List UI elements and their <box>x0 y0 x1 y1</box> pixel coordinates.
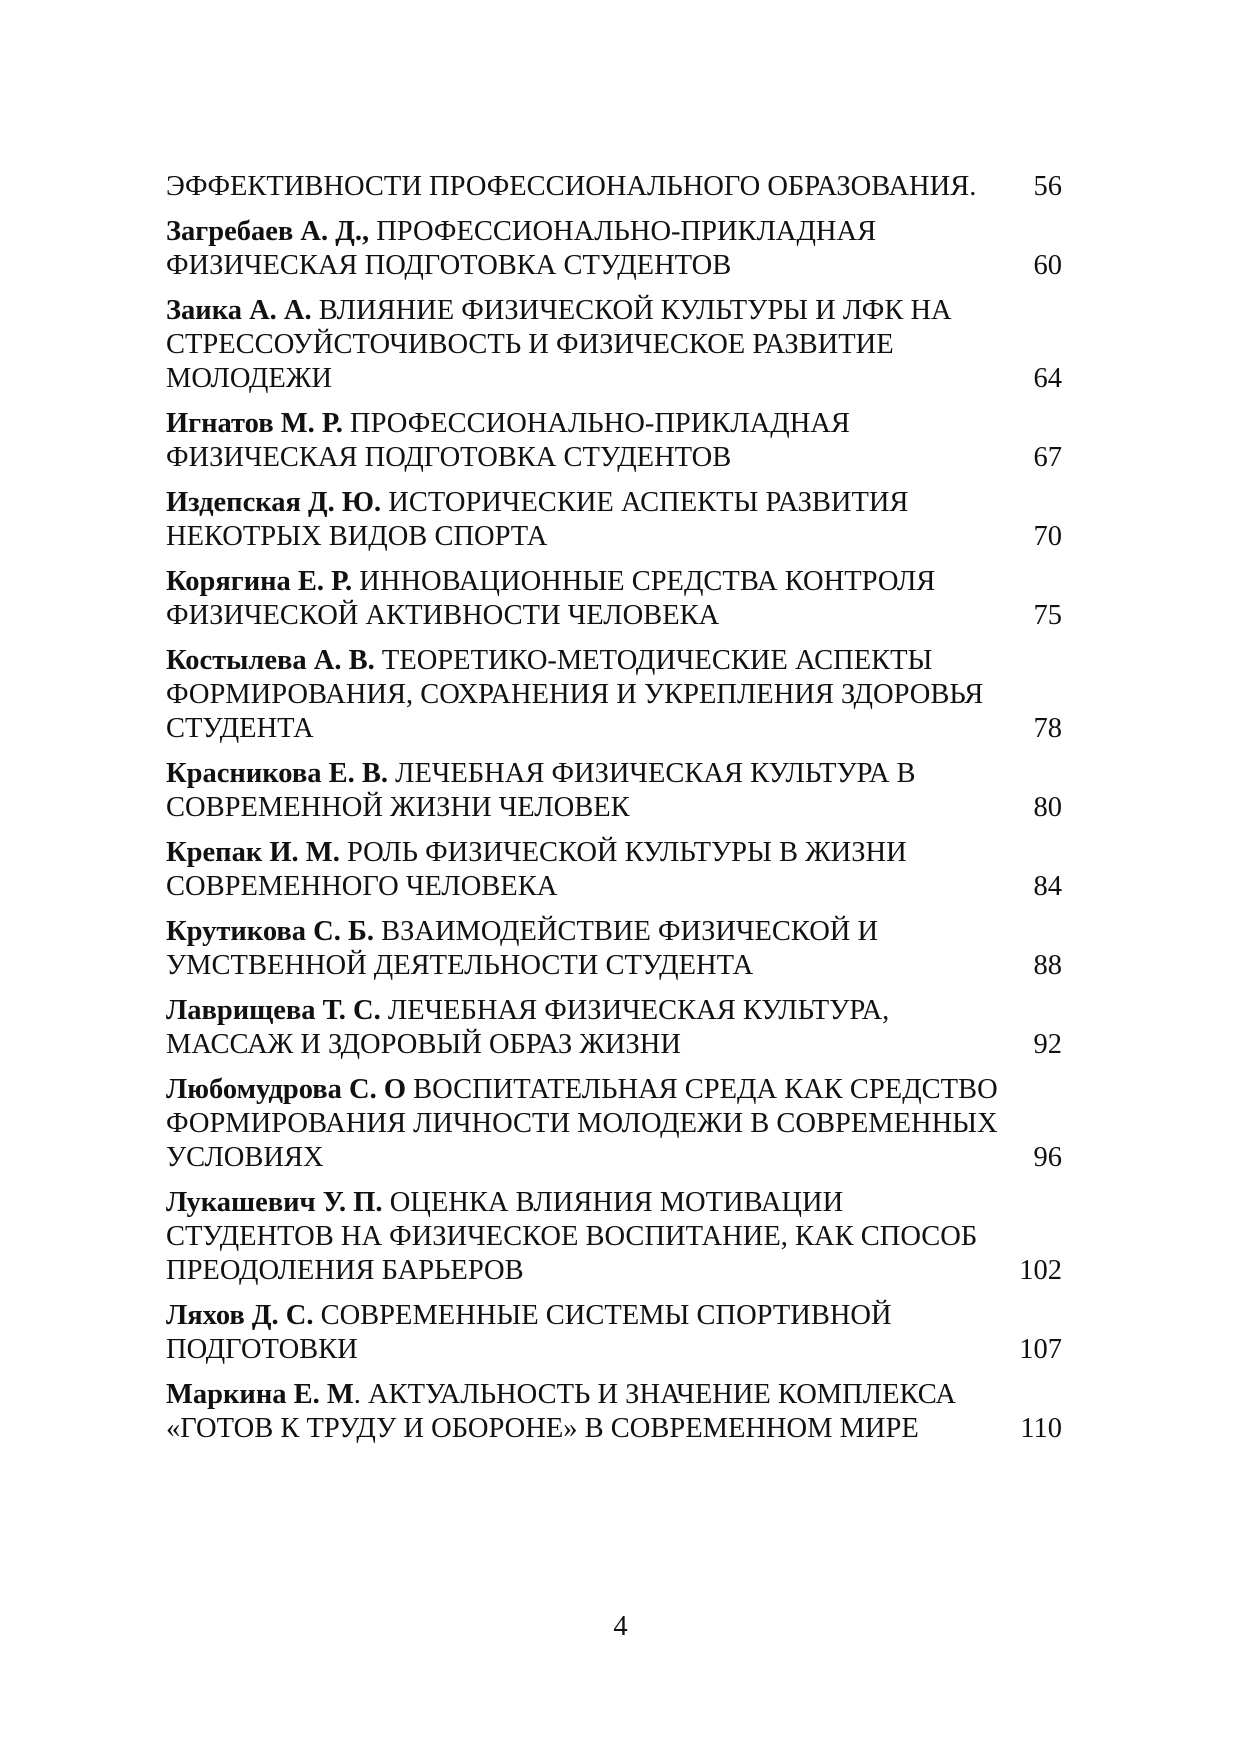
toc-entry-title: ТЕОРЕТИКО-МЕТОДИЧЕСКИЕ АСПЕКТЫ ФОРМИРОВАНИЯ, СОХРАНЕНИЯ И УКРЕПЛЕНИЯ ЗДОРОВЬЯ СТУДЕНТА <box>166 645 984 744</box>
toc-entry-title: РОЛЬ ФИЗИЧЕСКОЙ КУЛЬТУРЫ В ЖИЗНИ СОВРЕМЕННОГО ЧЕЛОВЕКА <box>166 837 907 902</box>
toc-entry <box>166 565 1062 633</box>
toc-entry-title: ВЗАИМОДЕЙСТВИЕ ФИЗИЧЕСКОЙ И УМСТВЕННОЙ ДЕЯТЕЛЬНОСТИ СТУДЕНТА <box>166 916 879 981</box>
toc-entry <box>166 836 1062 904</box>
toc-entry-page: 75 <box>1033 600 1062 631</box>
toc-entry-page: 64 <box>1033 363 1062 394</box>
toc-entry-page: 80 <box>1033 792 1062 823</box>
toc-entry-text <box>166 836 1006 904</box>
toc-entry-title: ИННОВАЦИОННЫЕ СРЕДСТВА КОНТРОЛЯ ФИЗИЧЕСКОЙ АКТИВНОСТИ ЧЕЛОВЕКА <box>166 566 936 631</box>
toc-entry-page: 110 <box>1020 1413 1062 1444</box>
toc-entry-author: Костылева А. В. <box>166 645 375 676</box>
toc-entry <box>166 407 1062 475</box>
toc-entry-title: ПРОФЕССИОНАЛЬНО-ПРИКЛАДНАЯ ФИЗИЧЕСКАЯ ПОДГОТОВКА СТУДЕНТОВ <box>166 408 850 473</box>
toc-entry-page: 88 <box>1033 950 1062 981</box>
toc-entry-title: ВОСПИТАТЕЛЬНАЯ СРЕДА КАК СРЕДСТВО ФОРМИРОВАНИЯ ЛИЧНОСТИ МОЛОДЕЖИ В СОВРЕМЕННЫХ УСЛОВИЯХ <box>166 1074 998 1173</box>
toc-entry-title: ЛЕЧЕБНАЯ ФИЗИЧЕСКАЯ КУЛЬТУРА, МАССАЖ И ЗДОРОВЫЙ ОБРАЗ ЖИЗНИ <box>166 995 890 1060</box>
toc-entry-title: ВЛИЯНИЕ ФИЗИЧЕСКОЙ КУЛЬТУРЫ И ЛФК НА СТРЕССОУЙСТОЧИВОСТЬ И ФИЗИЧЕСКОЕ РАЗВИТИЕ МОЛОДЕЖИ <box>166 295 952 394</box>
toc-entry-page: 92 <box>1033 1029 1062 1060</box>
toc-entry-page: 96 <box>1033 1142 1062 1173</box>
toc-entry-author: Крутикова С. Б. <box>166 916 374 947</box>
toc-entry-text <box>166 757 1006 825</box>
toc-entry-title: . АКТУАЛЬНОСТЬ И ЗНАЧЕНИЕ КОМПЛЕКСА «ГОТОВ К ТРУДУ И ОБОРОНЕ» В СОВРЕМЕННОМ МИРЕ <box>166 1379 956 1444</box>
toc-entry-author: Лаврищева Т. С. <box>166 995 381 1026</box>
toc-entry-page: 56 <box>1033 171 1062 202</box>
toc-entry-text <box>166 1378 1006 1446</box>
toc-entry-text <box>166 1186 1006 1288</box>
toc-entry-author: Маркина Е. М <box>166 1379 354 1410</box>
toc-entry-text <box>166 915 1006 983</box>
toc-entry-text <box>166 215 1006 283</box>
table-of-contents <box>166 170 1062 1457</box>
toc-entry-author: Любомудрова С. О <box>166 1074 407 1105</box>
toc-entry <box>166 215 1062 283</box>
toc-entry <box>166 915 1062 983</box>
toc-entry <box>166 994 1062 1062</box>
toc-entry <box>166 294 1062 396</box>
toc-entry-page: 102 <box>1019 1255 1062 1286</box>
toc-entry-text <box>166 994 1006 1062</box>
toc-entry-author: Красникова Е. В. <box>166 758 389 789</box>
toc-entry-title: ПРОФЕССИОНАЛЬНО-ПРИКЛАДНАЯ ФИЗИЧЕСКАЯ ПОДГОТОВКА СТУДЕНТОВ <box>166 216 877 281</box>
toc-entry <box>166 170 1062 204</box>
toc-entry <box>166 644 1062 746</box>
toc-entry-title: ЭФФЕКТИВНОСТИ ПРОФЕССИОНАЛЬНОГО ОБРАЗОВАНИЯ. <box>166 171 977 202</box>
toc-entry-author: Игнатов М. Р. <box>166 408 343 439</box>
toc-entry <box>166 1378 1062 1446</box>
toc-entry-page: 84 <box>1033 871 1062 902</box>
toc-entry-author: Крепак И. М. <box>166 837 340 868</box>
toc-entry-title: ЛЕЧЕБНАЯ ФИЗИЧЕСКАЯ КУЛЬТУРА В СОВРЕМЕННОЙ ЖИЗНИ ЧЕЛОВЕК <box>166 758 916 823</box>
toc-entry-text <box>166 1073 1006 1175</box>
toc-entry-title: ИСТОРИЧЕСКИЕ АСПЕКТЫ РАЗВИТИЯ НЕКОТРЫХ ВИДОВ СПОРТА <box>166 487 909 552</box>
toc-entry-text <box>166 407 1006 475</box>
toc-entry-author: Загребаев А. Д., <box>166 216 370 247</box>
toc-entry <box>166 486 1062 554</box>
page-number: 4 <box>613 1611 628 1642</box>
toc-entry-page: 107 <box>1019 1334 1062 1365</box>
toc-entry-title: ОЦЕНКА ВЛИЯНИЯ МОТИВАЦИИ СТУДЕНТОВ НА ФИЗИЧЕСКОЕ ВОСПИТАНИЕ, КАК СПОСОБ ПРЕОДОЛЕНИЯ БАРЬЕРОВ <box>166 1187 978 1286</box>
toc-entry-author: Корягина Е. Р. <box>166 566 353 597</box>
toc-entry-author: Заика А. А. <box>166 295 312 326</box>
toc-entry-page: 70 <box>1033 521 1062 552</box>
toc-entry-text <box>166 644 1006 746</box>
toc-entry-page: 78 <box>1033 713 1062 744</box>
toc-entry-title: СОВРЕМЕННЫЕ СИСТЕМЫ СПОРТИВНОЙ ПОДГОТОВКИ <box>166 1300 892 1365</box>
toc-entry-page: 60 <box>1033 250 1062 281</box>
toc-entry-author: Издепская Д. Ю. <box>166 487 382 518</box>
toc-entry-author: Лукашевич У. П. <box>166 1187 383 1218</box>
toc-entry <box>166 1073 1062 1175</box>
toc-entry-page: 67 <box>1033 442 1062 473</box>
toc-entry-text <box>166 294 1006 396</box>
toc-entry-text <box>166 170 1006 204</box>
toc-entry-author: Ляхов Д. С. <box>166 1300 314 1331</box>
toc-entry-text <box>166 486 1006 554</box>
toc-entry-text <box>166 1299 1006 1367</box>
toc-entry <box>166 757 1062 825</box>
toc-entry <box>166 1186 1062 1288</box>
toc-entry-text <box>166 565 1006 633</box>
toc-entry <box>166 1299 1062 1367</box>
